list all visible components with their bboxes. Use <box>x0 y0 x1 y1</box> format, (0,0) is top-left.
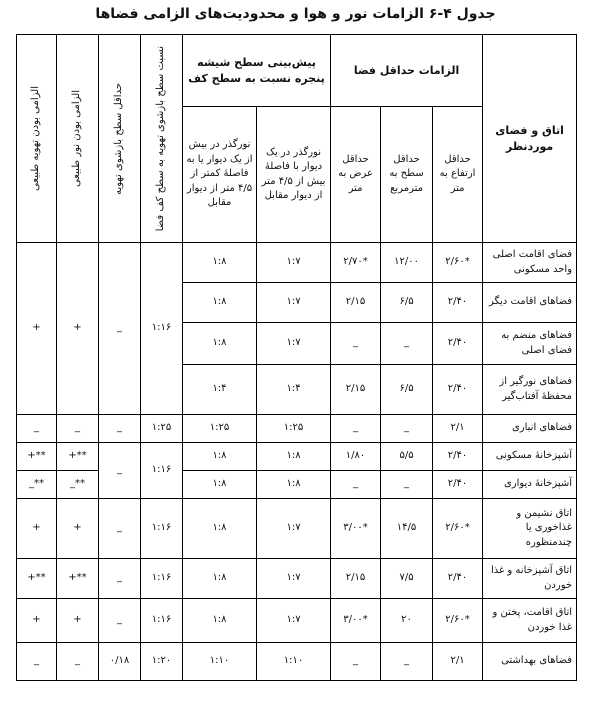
window-far: ۱:۸ <box>257 471 331 499</box>
min-height: ۲/۱ <box>433 643 483 681</box>
room-name: فضاهای نورگیر از محفظهٔ آفتاب‌گیر <box>483 365 577 415</box>
min-area: ۶/۵ <box>381 283 433 323</box>
min-vent: _ <box>99 599 141 643</box>
min-vent: _ <box>99 559 141 599</box>
window-near: ۱:۸ <box>183 599 257 643</box>
min-area: ۱۲/۰۰ <box>381 243 433 283</box>
natural-vent: + <box>17 243 57 415</box>
room-name: اتاق آشپزخانه و غذا خوردن <box>483 559 577 599</box>
room-name: فضاهای بهداشتی <box>483 643 577 681</box>
window-far: ۱:۷ <box>257 559 331 599</box>
min-area: _ <box>381 643 433 681</box>
min-area: _ <box>381 323 433 365</box>
min-width: _ <box>331 323 381 365</box>
min-height: ۲/۴۰ <box>433 559 483 599</box>
window-near: ۱:۴ <box>183 365 257 415</box>
header-window-near: نورگذر در بیش از یک دیوار یا به فاصلهٔ کمتر از ۴/۵ متر از دیوار مقابل <box>183 107 257 243</box>
natural-light: _ <box>57 643 99 681</box>
min-height: ۲/۴۰ <box>433 365 483 415</box>
window-near: ۱:۸ <box>183 559 257 599</box>
min-vent: _ <box>99 415 141 443</box>
min-width: ۲/۱۵ <box>331 559 381 599</box>
header-room: اتاق و فضای موردنظر <box>483 35 577 243</box>
min-vent: _ <box>99 443 141 499</box>
natural-light: **_ <box>57 471 99 499</box>
window-near: ۱:۸ <box>183 283 257 323</box>
header-natural-vent-text: الزامی بودن تهویه طبیعی <box>30 86 42 191</box>
min-area: _ <box>381 415 433 443</box>
vent-ratio: ۱:۲۰ <box>141 643 183 681</box>
window-near: ۱:۸ <box>183 243 257 283</box>
room-name: فضاهای منضم به فضای اصلی <box>483 323 577 365</box>
window-far: ۱:۷ <box>257 283 331 323</box>
window-far: ۱:۷ <box>257 323 331 365</box>
window-far: ۱:۷ <box>257 243 331 283</box>
vent-ratio: ۱:۲۵ <box>141 415 183 443</box>
min-height: *۲/۶۰ <box>433 243 483 283</box>
min-area: ۷/۵ <box>381 559 433 599</box>
min-area: _ <box>381 471 433 499</box>
natural-vent: _ <box>17 643 57 681</box>
header-min-width: حداقل عرض به متر <box>331 107 381 243</box>
min-vent: ۰/۱۸ <box>99 643 141 681</box>
header-natural-light <box>57 35 99 243</box>
vent-ratio: ۱:۱۶ <box>141 243 183 415</box>
table-title: جدول ۴-۶ الزامات نور و هوا و محدودیت‌های الزامی فضاها <box>95 6 496 22</box>
vent-ratio: ۱:۱۶ <box>141 559 183 599</box>
min-width: ۱/۸۰ <box>331 443 381 471</box>
min-area: ۲۰ <box>381 599 433 643</box>
natural-vent: **_ <box>17 471 57 499</box>
window-far: ۱:۲۵ <box>257 415 331 443</box>
min-width: _ <box>331 471 381 499</box>
natural-vent: + <box>17 599 57 643</box>
min-width: *۲/۷۰ <box>331 243 381 283</box>
min-height: *۲/۶۰ <box>433 599 483 643</box>
min-area: ۵/۵ <box>381 443 433 471</box>
min-height: ۲/۴۰ <box>433 471 483 499</box>
header-window-far: نورگذر در یک دیوار با فاصلهٔ بیش از ۴/۵ متر از دیوار مقابل <box>257 107 331 243</box>
header-window-ratio: پیش‌بینی سطح شیشه پنجره نسبت به سطح کف <box>183 35 331 107</box>
room-name: اتاق اقامت، پختن و غذا خوردن <box>483 599 577 643</box>
vent-ratio: ۱:۱۶ <box>141 443 183 499</box>
window-near: ۱:۸ <box>183 499 257 559</box>
min-height: ۲/۱ <box>433 415 483 443</box>
vent-ratio: ۱:۱۶ <box>141 599 183 643</box>
min-vent: _ <box>99 243 141 415</box>
header-min-vent-text: حداقل سطح بازشوی تهویه <box>113 82 125 195</box>
window-far: ۱:۷ <box>257 599 331 643</box>
window-near: ۱:۸ <box>183 471 257 499</box>
min-width: *۳/۰۰ <box>331 499 381 559</box>
header-min-area: حداقل سطح به مترمربع <box>381 107 433 243</box>
natural-light: _ <box>57 415 99 443</box>
header-vent-ratio-text: نسبت سطح بازشوی تهویه به سطح کف فضا <box>155 45 167 232</box>
min-width: *۳/۰۰ <box>331 599 381 643</box>
min-vent: _ <box>99 499 141 559</box>
room-name: فضاهای اقامت دیگر <box>483 283 577 323</box>
natural-light: + <box>57 499 99 559</box>
min-area: ۱۴/۵ <box>381 499 433 559</box>
min-height: ۲/۴۰ <box>433 323 483 365</box>
natural-vent: **+ <box>17 443 57 471</box>
room-name: فضاهای انباری <box>483 415 577 443</box>
room-name: اتاق نشیمن و غذاخوری یا چندمنظوره <box>483 499 577 559</box>
window-far: ۱:۸ <box>257 443 331 471</box>
min-width: _ <box>331 643 381 681</box>
window-near: ۱:۸ <box>183 323 257 365</box>
window-near: ۱:۸ <box>183 443 257 471</box>
window-near: ۱:۱۰ <box>183 643 257 681</box>
min-height: ۲/۴۰ <box>433 283 483 323</box>
min-width: ۲/۱۵ <box>331 365 381 415</box>
natural-vent: **+ <box>17 559 57 599</box>
window-far: ۱:۱۰ <box>257 643 331 681</box>
window-near: ۱:۲۵ <box>183 415 257 443</box>
room-name: آشپزخانهٔ مسکونی <box>483 443 577 471</box>
vent-ratio: ۱:۱۶ <box>141 499 183 559</box>
natural-light: + <box>57 243 99 415</box>
header-min-requirements: الزامات حداقل فضا <box>331 35 483 107</box>
room-name: آشپزخانهٔ دیواری <box>483 471 577 499</box>
natural-light: **+ <box>57 559 99 599</box>
room-name: فضای اقامت اصلی واحد مسکونی <box>483 243 577 283</box>
header-natural-vent <box>17 35 57 243</box>
min-area: ۶/۵ <box>381 365 433 415</box>
min-height: ۲/۴۰ <box>433 443 483 471</box>
header-min-vent <box>99 35 141 243</box>
natural-light: + <box>57 599 99 643</box>
header-natural-light-text: الزامی بودن نور طبیعی <box>71 89 83 188</box>
min-height: *۲/۶۰ <box>433 499 483 559</box>
window-far: ۱:۴ <box>257 365 331 415</box>
window-far: ۱:۷ <box>257 499 331 559</box>
natural-light: **+ <box>57 443 99 471</box>
header-min-height: حداقل ارتفاع به متر <box>433 107 483 243</box>
min-width: _ <box>331 415 381 443</box>
natural-vent: _ <box>17 415 57 443</box>
min-width: ۲/۱۵ <box>331 283 381 323</box>
requirements-table <box>16 34 577 681</box>
natural-vent: + <box>17 499 57 559</box>
header-vent-ratio <box>141 35 183 243</box>
